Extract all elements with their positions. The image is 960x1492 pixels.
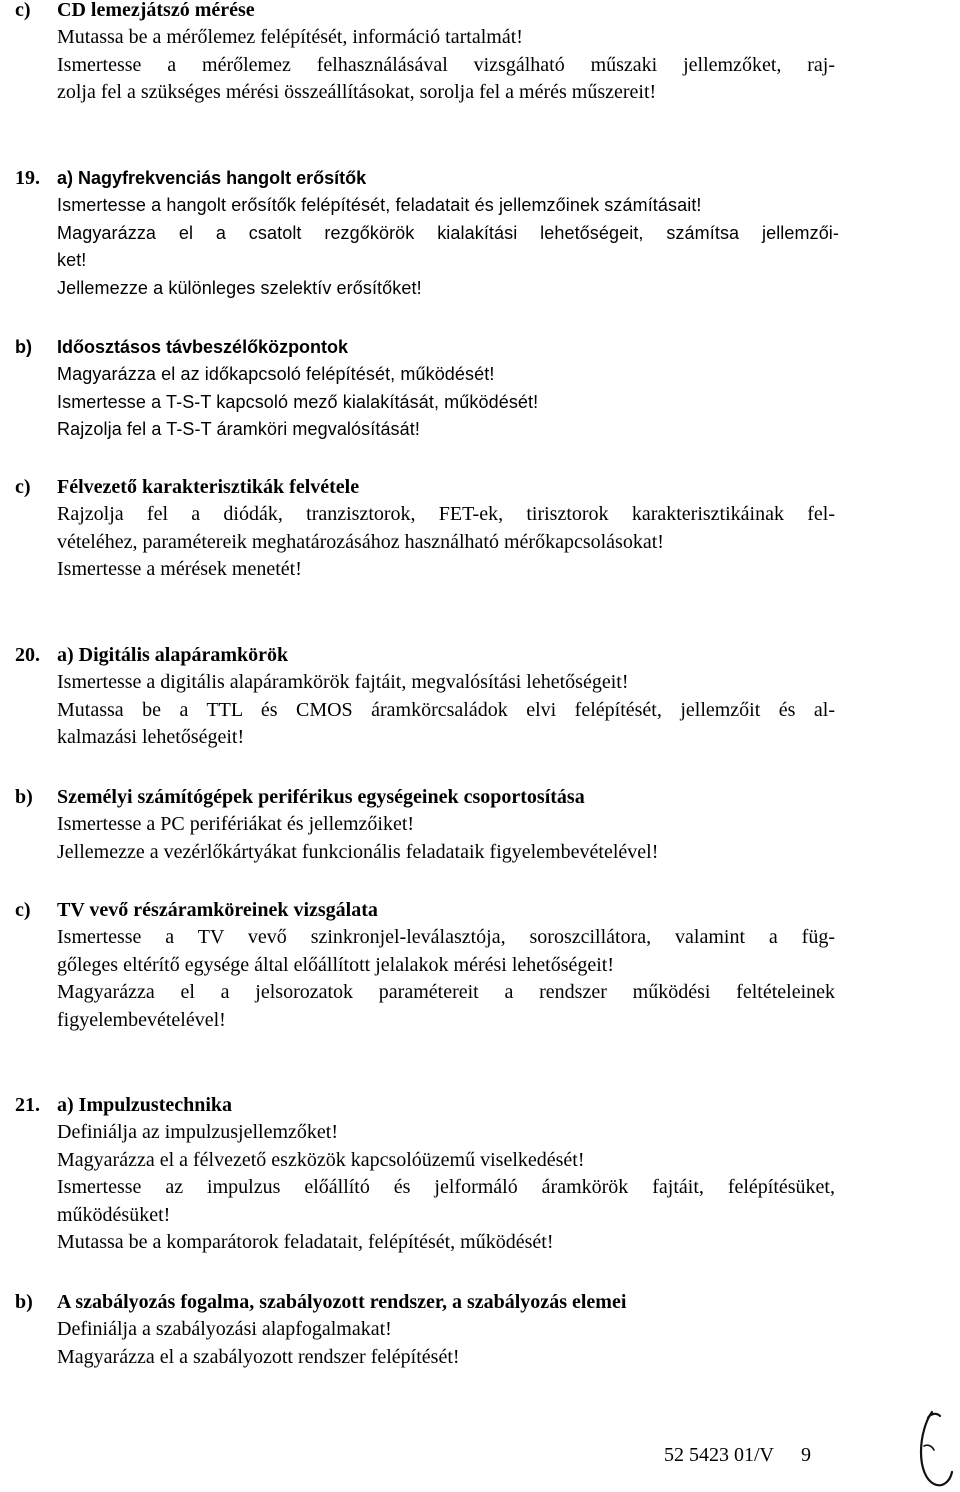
text-line: Rajzolja fel a T-S-T áramköri megvalósítását! xyxy=(57,419,420,439)
section-label: c) xyxy=(15,899,31,921)
section-title: Időosztásos távbeszélőközpontok xyxy=(57,337,349,357)
section-title-text: Nagyfrekvenciás hangolt erősítők xyxy=(78,168,367,188)
text-line: vételéhez, paramétereik meghatározásához használható mérőkapcsolásokat! xyxy=(57,530,664,553)
text-line: gőleges eltérítő egysége által előállított jelalakok mérési lehetőségeit! xyxy=(57,953,615,976)
section-heading xyxy=(0,334,960,361)
text-line: zolja fel a szükséges mérési összeállításokat, sorolja fel a mérés műszereit! xyxy=(57,81,657,103)
section-label: c) xyxy=(15,476,31,498)
section-title xyxy=(57,1092,232,1119)
section-label: b) xyxy=(15,337,32,357)
text-line: Magyarázza el a jelsorozatok paramétereit a rendszer működési feltételeinek xyxy=(57,981,835,1003)
text-line: figyelembevételével! xyxy=(57,1008,226,1031)
text-line: Ismertesse a T-S-T kapcsoló mező kialakítását, működését! xyxy=(57,391,539,412)
text-line: Ismertesse a hangolt erősítők felépítését, feladatait és jellemzőinek számításait! xyxy=(57,195,702,215)
text-line: Magyarázza el a szabályozott rendszer felépítését! xyxy=(57,1345,460,1368)
section-number: 20. xyxy=(15,644,40,666)
text-line: Ismertesse a mérések menetét! xyxy=(57,558,302,580)
section-label: a) xyxy=(57,168,74,188)
text-line: Magyarázza el az időkapcsoló felépítését, működését! xyxy=(57,364,495,384)
page-footer xyxy=(664,1440,811,1470)
signature-mark xyxy=(912,1406,957,1490)
section-label: a) xyxy=(57,644,74,666)
text-line: Definiálja a szabályozási alapfogalmakat! xyxy=(57,1318,392,1340)
section-19c xyxy=(0,474,960,584)
text-line: Magyarázza el a félvezető eszközök kapcsolóüzemű viselkedését! xyxy=(57,1148,585,1171)
document-code: 52 5423 01/V xyxy=(664,1444,774,1466)
text-line: Ismertesse a digitális alapáramkörök fajtáit, megvalósítási lehetőségeit! xyxy=(57,671,629,693)
section-18c xyxy=(0,0,960,107)
section-title: A szabályozás fogalma, szabályozott rendszer, a szabályozás elemei xyxy=(57,1291,627,1313)
section-heading xyxy=(0,897,960,924)
text-line: Definiálja az impulzusjellemzőket! xyxy=(57,1121,338,1143)
text-line: Jellemezze a vezérlőkártyákat funkcionális feladataik figyelembevételével! xyxy=(57,840,659,863)
text-line: Magyarázza el a csatolt rezgőkörök kialakítási lehetőségeit, számítsa jellemzői- xyxy=(57,222,839,243)
page-number: 9 xyxy=(801,1444,811,1466)
section-heading xyxy=(0,642,960,669)
text-line: Rajzolja fel a diódák, tranzisztorok, FET-ek, tirisztorok karakterisztikáinak fel- xyxy=(57,503,835,525)
section-title-text: Digitális alapáramkörök xyxy=(78,644,289,666)
section-heading xyxy=(0,0,960,24)
section-heading xyxy=(0,165,960,192)
text-line: Ismertesse a TV vevő szinkronjel-leválasztója, soroszcillátora, valamint a füg- xyxy=(57,926,835,948)
section-title: Félvezető karakterisztikák felvétele xyxy=(57,476,360,498)
section-21a xyxy=(0,1092,960,1257)
text-line: Ismertesse a PC perifériákat és jellemzőiket! xyxy=(57,813,415,835)
section-20a xyxy=(0,642,960,752)
text-line: Mutassa be a komparátorok feladatait, felépítését, működését! xyxy=(57,1231,554,1253)
section-heading xyxy=(0,784,960,811)
section-19b xyxy=(0,334,960,444)
text-line: ket! xyxy=(57,250,87,270)
section-19a xyxy=(0,165,960,302)
section-20b xyxy=(0,784,960,866)
section-title-text: Impulzustechnika xyxy=(78,1094,233,1116)
section-number: 19. xyxy=(15,167,40,189)
text-line: Mutassa be a mérőlemez felépítését, információ tartalmát! xyxy=(57,26,523,48)
section-number: 21. xyxy=(15,1094,40,1116)
section-21b xyxy=(0,1289,960,1371)
section-title xyxy=(57,642,288,669)
text-line: kalmazási lehetőségeit! xyxy=(57,726,245,748)
section-label: c) xyxy=(15,0,31,21)
section-title: TV vevő részáramköreinek vizsgálata xyxy=(57,899,378,921)
section-heading xyxy=(0,1092,960,1119)
text-line: Ismertesse az impulzus előállító és jelformáló áramkörök fajtáit, felépítésüket, xyxy=(57,1176,835,1198)
text-line: Mutassa be a TTL és CMOS áramkörcsaládok elvi felépítését, jellemzőit és al- xyxy=(57,698,835,721)
section-title xyxy=(57,165,366,192)
text-line: Ismertesse a mérőlemez felhasználásával vizsgálható műszaki jellemzőket, raj- xyxy=(57,53,835,76)
section-label: a) xyxy=(57,1094,74,1116)
section-title: Személyi számítógépek periférikus egységeinek csoportosítása xyxy=(57,786,585,808)
section-title: CD lemezjátszó mérése xyxy=(57,0,255,21)
section-heading xyxy=(0,1289,960,1316)
section-label: b) xyxy=(15,786,33,808)
section-heading xyxy=(0,474,960,501)
text-line: Jellemezze a különleges szelektív erősítőket! xyxy=(57,277,422,298)
section-20c xyxy=(0,897,960,1034)
text-line: működésüket! xyxy=(57,1203,171,1226)
section-label: b) xyxy=(15,1291,33,1313)
